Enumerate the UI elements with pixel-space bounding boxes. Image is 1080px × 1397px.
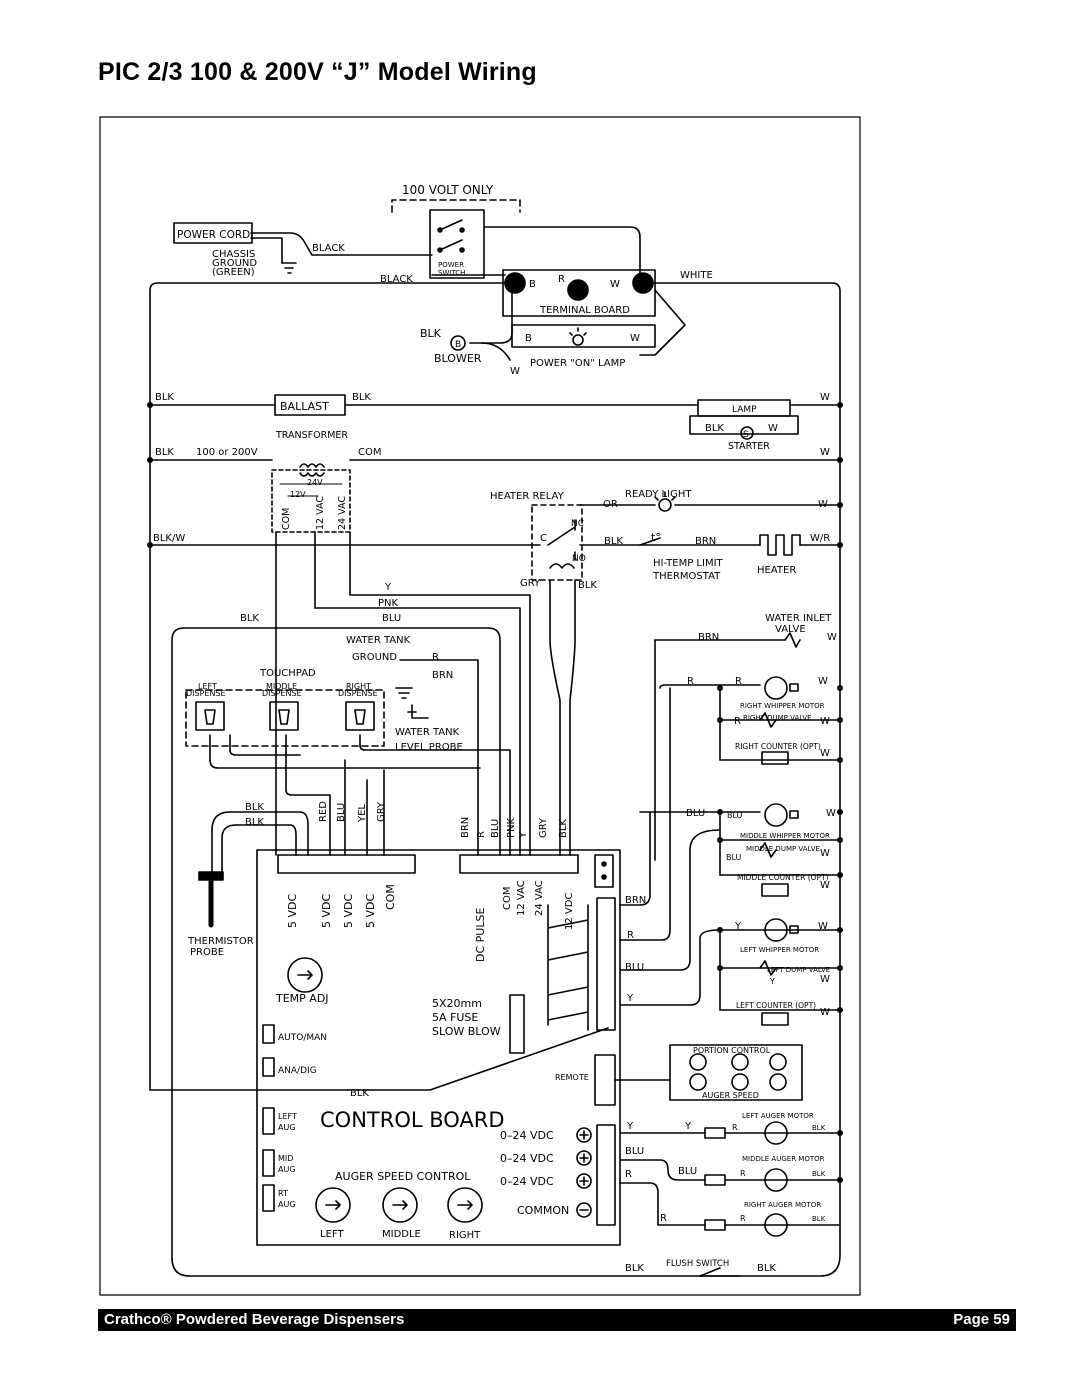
fuse-holder-dot [602,875,606,879]
control-board-label: CONTROL BOARD [320,1108,505,1132]
mw-w: W [826,808,836,819]
flush-blk2: BLK [757,1263,776,1274]
terminal-b [505,273,525,293]
ballast-blk-right: BLK [352,392,371,403]
remote-connector [595,1055,615,1105]
valve-label: VALVE [775,624,806,635]
asc-middle-label: MIDDLE [382,1229,421,1240]
volt-only-label: 100 VOLT ONLY [402,183,494,197]
gry-v2-label: GRY [538,817,549,838]
blower-b-label: B [455,340,462,350]
fuse-holder-dot [602,862,606,866]
blu-v2-label: BLU [490,818,501,838]
blower-label: BLOWER [434,352,482,365]
middle-auger-motor-label: MIDDLE AUGER MOTOR [742,1155,825,1163]
rwm-r1: R [687,676,694,687]
flush-switch-icon[interactable] [700,1268,720,1276]
level-probe-icon [408,705,428,718]
tap-com: COM [281,507,292,530]
auger-speed-control-label: AUGER SPEED CONTROL [335,1170,471,1183]
blower-blk-label: BLK [420,327,441,340]
mdv-blu: BLU [726,853,742,862]
y-cb-label: Y [627,993,634,1004]
right-terminal-block [460,855,578,873]
blk-cb-label: BLK [350,1088,369,1099]
auger-speed-left-knob[interactable] [690,1074,706,1090]
level-probe-label: LEVEL PROBE [395,742,463,753]
temp-adj-arrow-icon [298,971,312,979]
vdc1-label: 5 VDC [286,893,299,928]
vdc2-label: 5 VDC [320,893,333,928]
lc-w: W [820,1007,830,1018]
probe-blk1: BLK [245,802,264,813]
portion-left-knob[interactable] [690,1054,706,1070]
tap-24vac: 24 VAC [337,496,348,530]
flush-switch-label: FLUSH SWITCH [666,1259,730,1269]
am-y2: Y [685,1121,692,1132]
left-terminal-block [278,855,415,873]
transformer-blk: BLK [155,447,174,458]
fuse-label-2: 5A FUSE [432,1011,479,1024]
blu-cb-label: BLU [625,962,645,973]
am-y1: Y [627,1121,634,1132]
com-cb-label: COM [384,884,397,910]
right-whipper-label: RIGHT WHIPPER MOTOR [740,702,825,710]
y-v-label: Y [518,831,529,838]
ldv-y: Y [770,977,775,986]
right-whipper-connector [790,684,798,691]
tank-ground-icon [396,688,412,698]
tank-ground-label: GROUND [352,652,398,663]
auger-speed-middle-knob[interactable] [732,1074,748,1090]
gry-blk-label: BLK [578,580,597,591]
mw-blu1: BLU [686,808,706,819]
blk-w-label: BLK/W [153,533,186,544]
fuse [510,995,524,1053]
vdc4-label: 5 VDC [364,893,377,928]
right-label: RIGHT [346,682,372,691]
thermostat-label: THERMOSTAT [653,571,721,582]
left-aug-label-1: LEFT [278,1112,297,1121]
nc-label: NC [571,519,585,529]
middle-dispense-label: DISPENSE [262,689,302,698]
portion-right-knob[interactable] [770,1054,786,1070]
vac12-label: 12 VAC [516,880,527,916]
water-tank2-label: WATER TANK [395,727,460,738]
rdv-w: W [820,716,830,727]
junctions [147,402,843,1183]
vac24-label: 24 VAC [534,880,545,916]
vdc-label-2: 0–24 VDC [500,1152,554,1165]
probe-blk2: BLK [245,817,264,828]
am-r2: R [660,1213,667,1224]
ram-r: R [740,1214,746,1223]
starter-s-label: S [743,430,749,440]
blk-left-label: BLK [240,613,259,624]
right-auger-resistor [705,1220,725,1230]
inlet-w-label: W [827,632,837,643]
lamp-label: LAMP [732,405,757,415]
ground-label: GROUND [212,258,258,269]
left-dispense-label: DISPENSE [186,689,226,698]
power-on-lamp-icon [570,328,586,345]
blu-label: BLU [336,802,347,822]
r-cb-label: R [627,930,634,941]
rdv-r: R [734,716,741,727]
starter-w-label: W [768,423,778,434]
no-label: NO [572,554,586,564]
mdv-w: W [820,848,830,859]
green-label: (GREEN) [212,267,255,278]
middle-dispense-button[interactable] [270,702,298,730]
terminal-w2-label: W [630,333,640,344]
page-title: PIC 2/3 100 & 200V “J” Model Wiring [98,58,537,86]
heater-relay-label: HEATER RELAY [490,491,564,502]
ready-w-label: W [818,499,828,510]
tap-12vac: 12 VAC [315,496,326,530]
middle-whipper-connector [790,811,798,818]
pnk-v-label: PNK [506,817,517,838]
or-label: OR [603,499,618,510]
touchpad-label: TOUCHPAD [260,668,316,679]
left-dispense-button[interactable] [196,702,224,730]
rt-aug-switch[interactable] [263,1185,274,1211]
temp-adj-label: TEMP ADJ [276,992,329,1005]
black-label: BLACK [380,274,413,285]
switch-contacts-icon [438,220,464,252]
page-number: Page 59 [953,1311,1010,1328]
middle-whipper-label: MIDDLE WHIPPER MOTOR [740,832,830,840]
sign-marks [580,1131,588,1210]
portion-middle-knob[interactable] [732,1054,748,1070]
yel-label: YEL [357,804,368,822]
mam-r: R [740,1169,746,1178]
terminal-w [633,273,653,293]
right-dispense-button[interactable] [346,702,374,730]
rwm-w: W [818,676,828,687]
vdc-label-3: 0–24 VDC [500,1175,554,1188]
water-inlet-valve-icon [785,633,800,647]
left-counter-label: LEFT COUNTER (OPT) [736,1001,817,1010]
heater-brn-label: BRN [695,536,717,547]
asc-left-label: LEFT [320,1229,344,1240]
blk-v-label: BLK [558,819,569,838]
flush-blk1: BLK [625,1263,644,1274]
middle-whipper-motor-icon [765,804,787,826]
ballast-blk-left: BLK [155,392,174,403]
blu-wire-label: BLU [382,613,402,624]
t-deg-label: t° [651,531,661,544]
footer-brand: Crathco® Powdered Beverage Dispensers [104,1311,405,1328]
c-label: C [540,533,547,544]
power-on-lamp-label: POWER "ON" LAMP [530,358,626,369]
water-tank-label: WATER TANK [346,635,411,646]
left-auger-motor-label: LEFT AUGER MOTOR [742,1112,814,1120]
chassis-ground-icon [282,263,296,273]
mid-aug-switch[interactable] [263,1150,274,1176]
auto-man-label: AUTO/MAN [278,1033,328,1043]
touchpad-box [186,690,384,746]
r-v-label: R [476,831,487,838]
am-blu2: BLU [678,1166,698,1177]
tank-r-label: R [432,652,439,663]
terminal-w-label: W [610,279,620,290]
vdc-label-1: 0–24 VDC [500,1129,554,1142]
inlet-brn-label: BRN [698,632,720,643]
power-switch-label: SWITCH [438,269,466,277]
ballast-label: BALLAST [280,400,329,413]
ana-dig-label: ANA/DIG [278,1066,317,1076]
middle-counter-label: MIDDLE COUNTER (OPT) [737,873,829,882]
gry-label: GRY [520,578,541,589]
output-terminal-strip [597,898,615,1030]
mid-aug-label-2: AUG [278,1165,296,1174]
middle-dump-label: MIDDLE DUMP VALVE [746,845,820,853]
rt-aug-label-1: RT [278,1189,288,1198]
y-wire-label: Y [385,582,392,593]
transformer-com: COM [358,447,382,458]
starter-label: STARTER [728,441,770,452]
fuse-label-3: SLOW BLOW [432,1025,501,1038]
lam-r: R [732,1123,738,1132]
dispense-key-icons [205,710,365,724]
am-r1: R [625,1169,632,1180]
terminal-b-label: B [529,279,536,290]
fuse-holder-top [595,855,613,887]
relay-coil-icon [550,564,574,568]
ram-blk: BLK [812,1215,826,1223]
auger-arrow-icons [326,1201,472,1209]
rc-w: W [820,748,830,759]
voltage-label: 100 or 200V [196,447,258,458]
left-aug-label-2: AUG [278,1123,296,1132]
left-whipper-label: LEFT WHIPPER MOTOR [740,946,820,954]
left-dump-label: LEFT DUMP VALVE [767,966,831,974]
left-label: LEFT [198,682,217,691]
labels [153,183,837,1274]
right-whipper-motor-icon [765,677,787,699]
power-cord-label: POWER CORD [177,229,251,241]
fuse-label-1: 5X20mm [432,997,482,1010]
terminal-b2-label: B [525,333,532,344]
blower-w-label: W [510,366,520,377]
right-counter-label: RIGHT COUNTER (OPT) [735,742,821,751]
am-blu1: BLU [625,1146,645,1157]
left-auger-resistor [705,1128,725,1138]
black-label: BLACK [312,243,345,254]
lwm-w: W [818,921,828,932]
gry-v-label: GRY [376,801,387,822]
terminal-r [568,280,588,300]
mc-w: W [820,880,830,891]
tap-24v: 24V [307,478,323,487]
terminal-r-label: R [558,274,565,285]
power-switch-label: POWER [438,261,464,269]
ana-dig-switch[interactable] [263,1058,274,1076]
dc-pulse-label: DC PULSE [474,907,487,962]
relay-blk-label: BLK [604,536,623,547]
pnk-wire-label: PNK [378,598,399,609]
tank-brn-label: BRN [432,670,454,681]
red-label: RED [318,801,329,822]
w-r-label: W/R [810,533,831,544]
right-counter-icon [762,752,788,764]
right-dispense-label: DISPENSE [338,689,378,698]
footer-bar [98,1309,1016,1331]
hi-temp-label: HI-TEMP LIMIT [653,558,723,569]
starter-blk-label: BLK [705,423,724,434]
rwm-r2: R [735,676,742,687]
left-counter-icon [762,1013,788,1025]
chassis-label: CHASSIS [212,249,256,260]
water-inlet-label: WATER INLET [765,613,832,624]
lamp-w-label: W [820,392,830,403]
auger-speed-label: AUGER SPEED [702,1091,759,1100]
auto-man-switch[interactable] [263,1025,274,1043]
starter-w2-label: W [820,447,830,458]
common-label: COMMON [517,1204,570,1217]
vdc3-label: 5 VDC [342,893,355,928]
auger-speed-right-knob[interactable] [770,1074,786,1090]
middle-counter-icon [762,884,788,896]
lwm-y: Y [735,921,742,932]
middle-label: MIDDLE [266,682,298,691]
remote-label: REMOTE [555,1073,589,1082]
brn-cb-label: BRN [625,895,647,906]
asc-right-label: RIGHT [449,1230,481,1241]
tap-12v: 12V [290,490,306,499]
left-aug-switch[interactable] [263,1108,274,1134]
vdc12-label: 12 VDC [564,892,575,930]
lam-blk: BLK [812,1124,826,1132]
portion-control-label: PORTION CONTROL [693,1046,771,1055]
transformer-label: TRANSFORMER [276,430,348,441]
ldv-w: W [820,974,830,985]
thermistor-label: THERMISTOR [188,936,254,947]
auger-terminal-strip [597,1125,615,1225]
mw-blu2: BLU [727,811,743,820]
right-dump-label: RIGHT DUMP VALVE [743,714,812,722]
heater-label: HEATER [757,565,797,576]
mid-aug-label-1: MID [278,1154,294,1163]
ready-light-label: READY LIGHT [625,489,692,500]
com-v-label: COM [502,886,513,910]
right-auger-motor-label: RIGHT AUGER MOTOR [744,1201,822,1209]
white-label: WHITE [680,270,713,281]
mam-blk: BLK [812,1170,826,1178]
heater-element-icon [760,535,800,555]
brn-v-label: BRN [460,816,471,838]
terminal-board-label: TERMINAL BOARD [540,305,630,316]
middle-auger-resistor [705,1175,725,1185]
probe-label: PROBE [190,947,225,958]
rt-aug-label-2: AUG [278,1200,296,1209]
